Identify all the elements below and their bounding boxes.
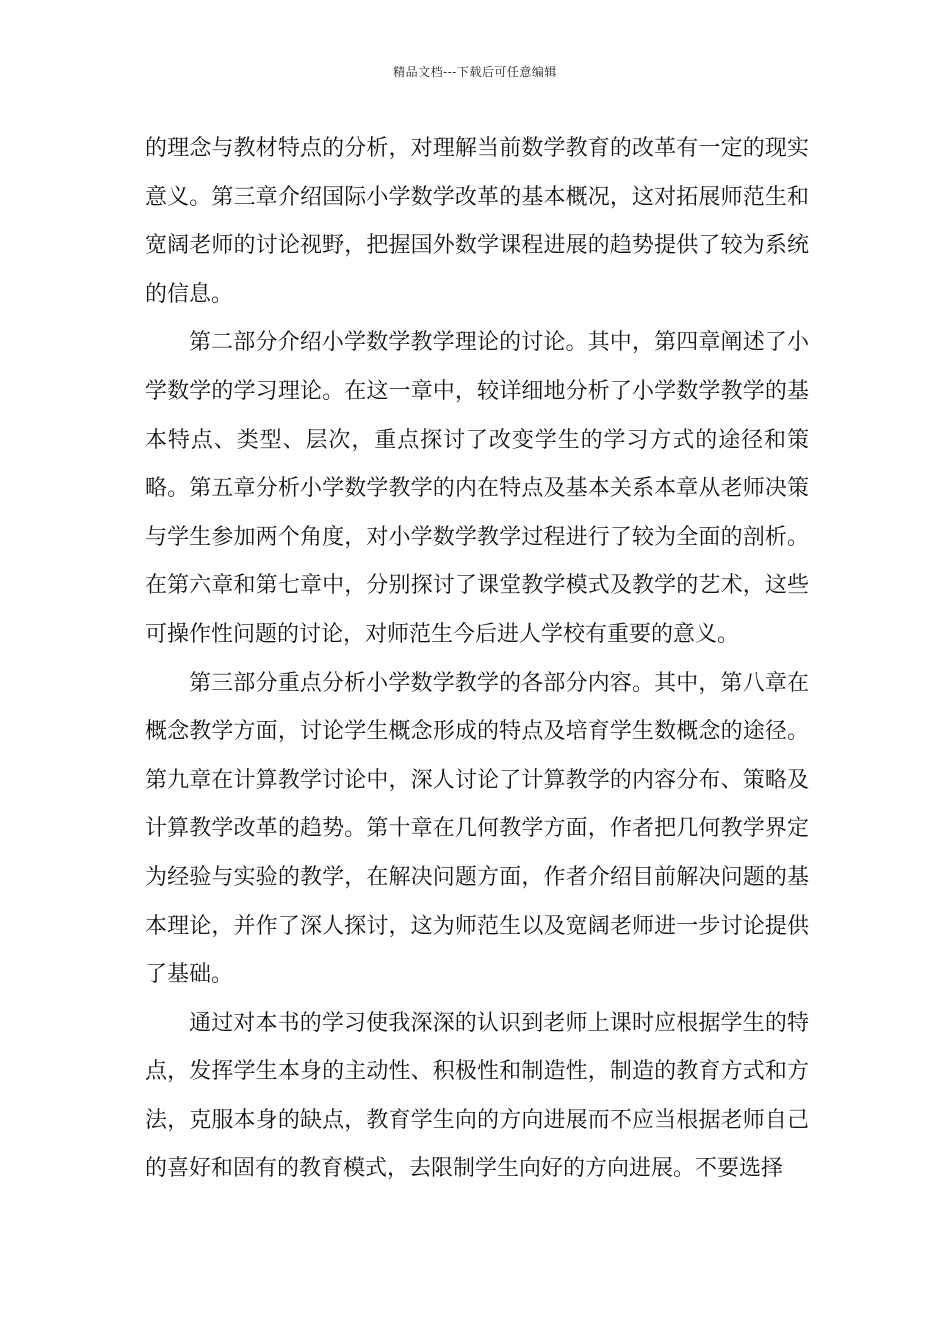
paragraph-part-two: 第二部分介绍小学数学教学理论的讨论。其中，第四章阐述了小学数学的学习理论。在这一章中，较详细地分析了小学数学教学的基本特点、类型、层次，重点探讨了改变学生的学习方式的途径和策略。第五章分析小学数学教学的内在特点及基本关系本章从老师决策与学生参加两个角度，对小学数学教学过程进行了较为全面的剖析。在第六章和第七章中，分别探讨了课堂教学模式及教学的艺术，这些可操作性问题的讨论，对师范生今后进人学校有重要的意义。 <box>145 330 809 647</box>
paragraph-part-three: 第三部分重点分析小学数学教学的各部分内容。其中，第八章在概念教学方面，讨论学生概念形成的特点及培育学生数概念的途径。第九章在计算教学讨论中，深人讨论了计算教学的内容分布、策略及计算教学改革的趋势。第十章在几何教学方面，作者把几何教学界定为经验与实验的教学，在解决问题方面，作者介绍目前解决问题的基本理论，并作了深人探讨，这为师范生以及宽阔老师进一步讨论提供了基础。 <box>145 670 809 988</box>
page-header: 精品文档---下载后可任意编辑 <box>393 65 557 79</box>
paragraph-continuation: 的理念与教材特点的分析，对理解当前数学教育的改革有一定的现实意义。第三章介绍国际小学数学改革的基本概况，这对拓展师范生和宽阔老师的讨论视野，把握国外数学课程进展的趋势提供了较为系统的信息。 <box>145 136 809 307</box>
document-body <box>145 125 809 1194</box>
paragraph-reflection: 通过对本书的学习使我深深的认识到老师上课时应根据学生的特点，发挥学生本身的主动性、积极性和制造性，制造的教育方式和方法，克服本身的缺点，教育学生向的方向进展而不应当根据老师自己的喜好和固有的教育模式，去限制学生向好的方向进展。不要选择 <box>145 1010 809 1182</box>
